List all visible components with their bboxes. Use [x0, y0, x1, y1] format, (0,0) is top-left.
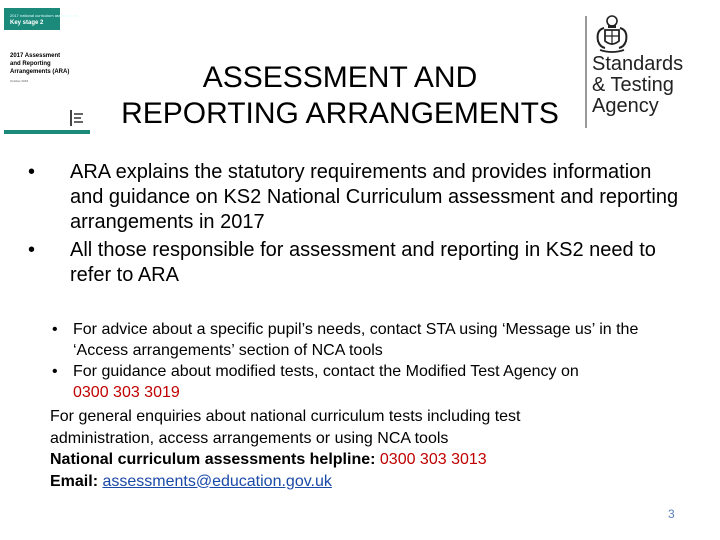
cover-bottom-bar [4, 130, 90, 134]
bullet-text: All those responsible for assessment and reporting in KS2 need to refer to ARA [70, 239, 656, 286]
email-line [50, 471, 690, 493]
bullet-text: For advice about a specific pupil’s needs, contact STA using ‘Message us’ in the ‘Access arrangements’ section of NCA tools [73, 321, 639, 359]
helpline-label: National curriculum assessments helpline: [50, 451, 376, 468]
contact-bullet-list [52, 319, 692, 403]
email-label: Email: [50, 472, 99, 490]
agency-name-line: & Testing [592, 74, 674, 96]
helpline-line [50, 449, 690, 471]
royal-crest-icon [592, 14, 632, 54]
bullet-marker: • [52, 363, 58, 380]
enquiries-line: For general enquiries about national curriculum tests including test [50, 408, 521, 425]
cover-top-bar [4, 8, 60, 30]
bullet-marker: • [28, 161, 36, 183]
crest-small-icon [70, 110, 86, 126]
enquiries-line: administration, access arrangements or using NCA tools [50, 429, 449, 447]
list-item [52, 361, 692, 403]
modified-test-agency-phone: 0300 303 3019 [73, 384, 180, 401]
bullet-marker: • [28, 239, 36, 261]
main-bullet-list [28, 160, 688, 288]
agency-name-line: Agency [592, 95, 659, 117]
slide-title [96, 60, 584, 132]
agency-name [592, 54, 683, 117]
cover-title-line: 2017 Assessment [10, 53, 61, 59]
logo-divider [585, 16, 587, 128]
title-line: REPORTING ARRANGEMENTS [121, 97, 559, 130]
cover-title-line: and Reporting [10, 61, 51, 67]
agency-name-line: Standards [592, 53, 684, 75]
cover-key-stage: Key stage 2 [10, 20, 44, 26]
page-number: 3 [668, 507, 675, 521]
helpline-phone: 0300 303 3013 [379, 451, 487, 468]
general-enquiries [50, 406, 690, 492]
cover-title [10, 52, 88, 76]
list-item [28, 238, 688, 288]
list-item [28, 160, 688, 235]
bullet-text: ARA explains the statutory requirements and provides information and guidance on KS2 National Curriculum assessment and reporting arrangements in 2017 [70, 161, 679, 233]
title-line: ASSESSMENT AND [202, 61, 478, 94]
cover-date: October 2016 [10, 79, 29, 83]
cover-title-line: Arrangements (ARA) [10, 69, 70, 75]
email-link[interactable]: assessments@education.gov.uk [102, 472, 332, 490]
list-item [52, 319, 692, 361]
ara-cover-thumbnail [2, 6, 88, 132]
bullet-marker: • [52, 321, 58, 338]
bullet-text: For guidance about modified tests, contact the Modified Test Agency on [73, 363, 579, 380]
cover-series: 2017 national curriculum assessments [10, 13, 79, 18]
